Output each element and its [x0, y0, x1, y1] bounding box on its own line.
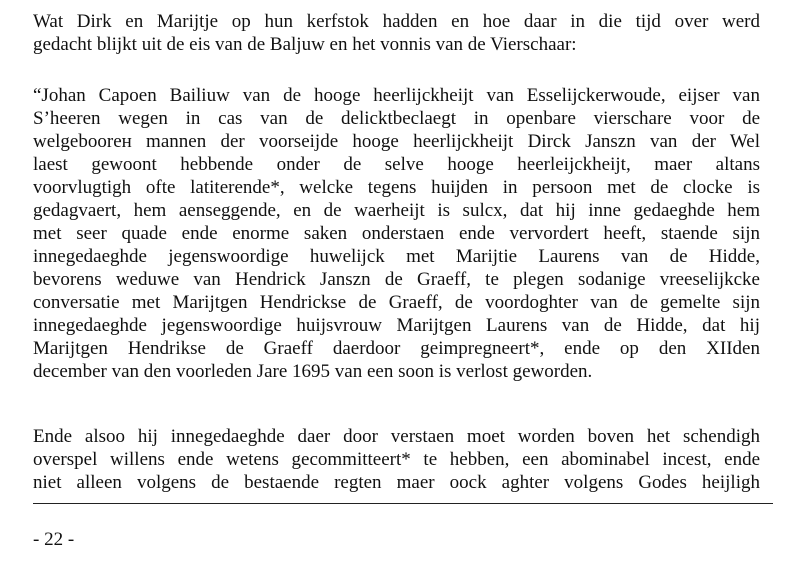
text-line: S’heeren wegen in cas van de delicktbeclaegt in openbare vierschare voor de [33, 108, 760, 129]
text-line: conversatie met Marijtgen Hendrickse de Graeff, de voordoghter van de gemelte sijn [33, 292, 760, 313]
intro-paragraph [33, 10, 760, 56]
text-line: bevorens weduwe van Hendrick Janszn de Graeff, te plegen sodanige vreeselijkcke [33, 269, 760, 290]
text-line: “Johan Capoen Bailiuw van de hooge heerlijckheijt van Esselijckerwoude, eijser van [33, 85, 760, 106]
text-line: Wat Dirk en Marijtje op hun kerfstok hadden en hoe daar in die tijd over werd [33, 11, 760, 32]
text-line: laest gewoont hebbende onder de selve hooge heerleijckheijt, maer altans [33, 154, 760, 175]
quote-paragraph [33, 84, 760, 383]
footer-divider [33, 503, 773, 504]
text-line: innegedaeghde jegenswoordige huwelijck met Marijtie Laurens van de Hidde, [33, 246, 760, 267]
text-line: gedacht blijkt uit de eis van de Baljuw en het vonnis van de Vierschaar: [33, 34, 577, 55]
text-line: innegedaeghde jegenswoordige huijsvrouw Marijtgen Laurens van de Hidde, dat hij [33, 315, 760, 336]
text-line: niet alleen volgens de bestaende regten maer oock aghter volgens Godes heijligh [33, 472, 760, 493]
text-line: Ende alsoo hij innegedaeghde daer door verstaen moet worden boven het schendigh [33, 426, 760, 447]
text-line: overspel willens ende wetens gecommitteert* te hebben, een abominabel incest, ende [33, 449, 760, 470]
text-line: Marijtgen Hendrikse de Graeff daerdoor geimpregneert*, ende op den XIIden [33, 338, 760, 359]
text-line: gedagvaert, hem aenseggende, en de waerheijt is sulcx, dat hij inne gedaeghde hem [33, 200, 760, 221]
page-number: - 22 - [33, 529, 75, 550]
text-line: voorvlugtigh ofte latiterende*, welcke tegens huijden in persoon met de clocke is [33, 177, 760, 198]
text-line: welgeboorен mannen der voorseijde hooge heerlijckheijt Dirck Janszn van der Wel [33, 131, 760, 152]
continuation-paragraph [33, 425, 760, 494]
text-line: met seer quade ende enorme saken onderstaen ende vervordert heeft, staende sijn [33, 223, 760, 244]
text-line: december van den voorleden Jare 1695 van een soon is verlost geworden. [33, 361, 593, 382]
